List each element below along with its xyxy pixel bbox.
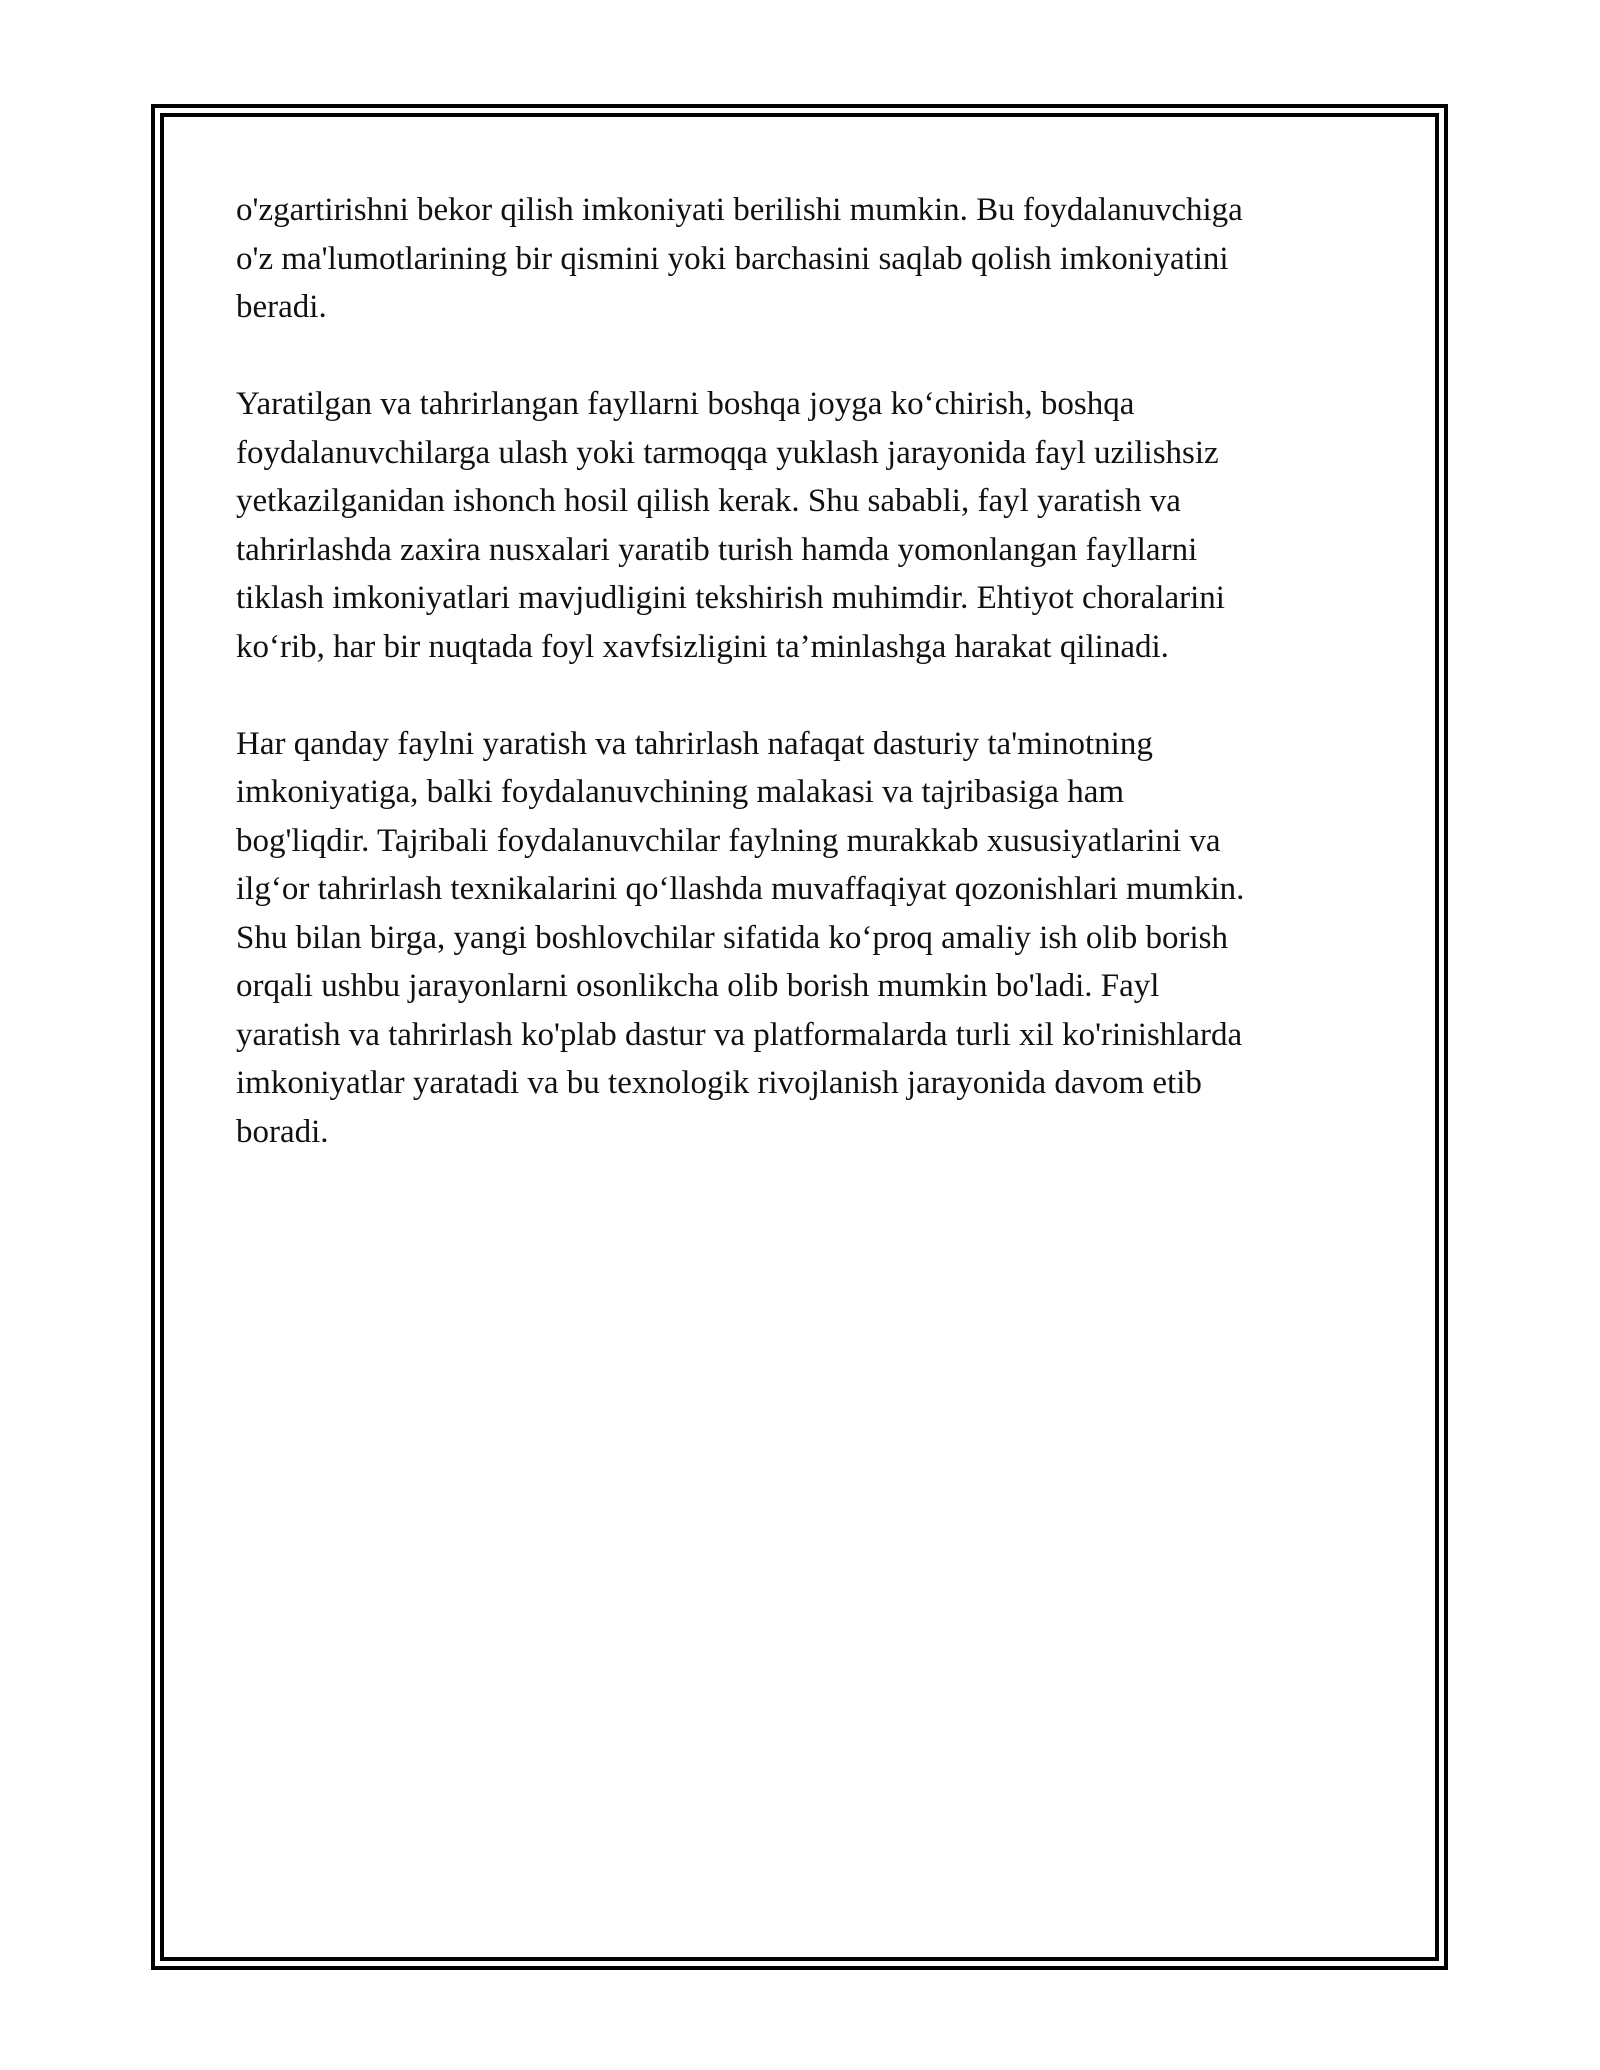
document-body bbox=[236, 186, 1366, 1205]
paragraph-3: Har qanday faylni yaratish va tahrirlash nafaqat dasturiy ta'minotning imkoniyatiga, balki foydalanuvchining malakasi va tajribasiga ham bog'liqdir. Tajribali foydalanuvchilar faylning murakkab xususiyatlarini va ilgʻor tahrirlash texnikalarini qoʻllashda muvaffaqiyat qozonishlari mumkin. Shu bilan birga, yangi boshlovchilar sifatida koʻproq amaliy ish olib borish orqali ushbu jarayonlarni osonlikcha olib borish mumkin bo'ladi. Fayl yaratish va tahrirlash ko'plab dastur va platformalarda turli xil ko'rinishlarda imkoniyatlar yaratadi va bu texnologik rivojlanish jarayonida davom etib boradi. bbox=[236, 725, 1245, 1150]
paragraph-2: Yaratilgan va tahrirlangan fayllarni boshqa joyga koʻchirish, boshqa foydalanuvchilarga ulash yoki tarmoqqa yuklash jarayonida fayl uzilishsiz yetkazilganidan ishonch hosil qilish kerak. Shu sababli, fayl yaratish va tahrirlashda zaxira nusxalari yaratib turish hamda yomonlangan fayllarni tiklash imkoniyatlari mavjudligini tekshirish muhimdir. Ehtiyot choralarini koʻrib, har bir nuqtada foyl xavfsizligini ta’minlashga harakat qilinadi. bbox=[236, 386, 1225, 665]
paragraph-1: o'zgartirishni bekor qilish imkoniyati berilishi mumkin. Bu foydalanuvchiga o'z ma'lumotlarining bir qismini yoki barchasini saqlab qolish imkoniyatini beradi. bbox=[236, 192, 1243, 325]
